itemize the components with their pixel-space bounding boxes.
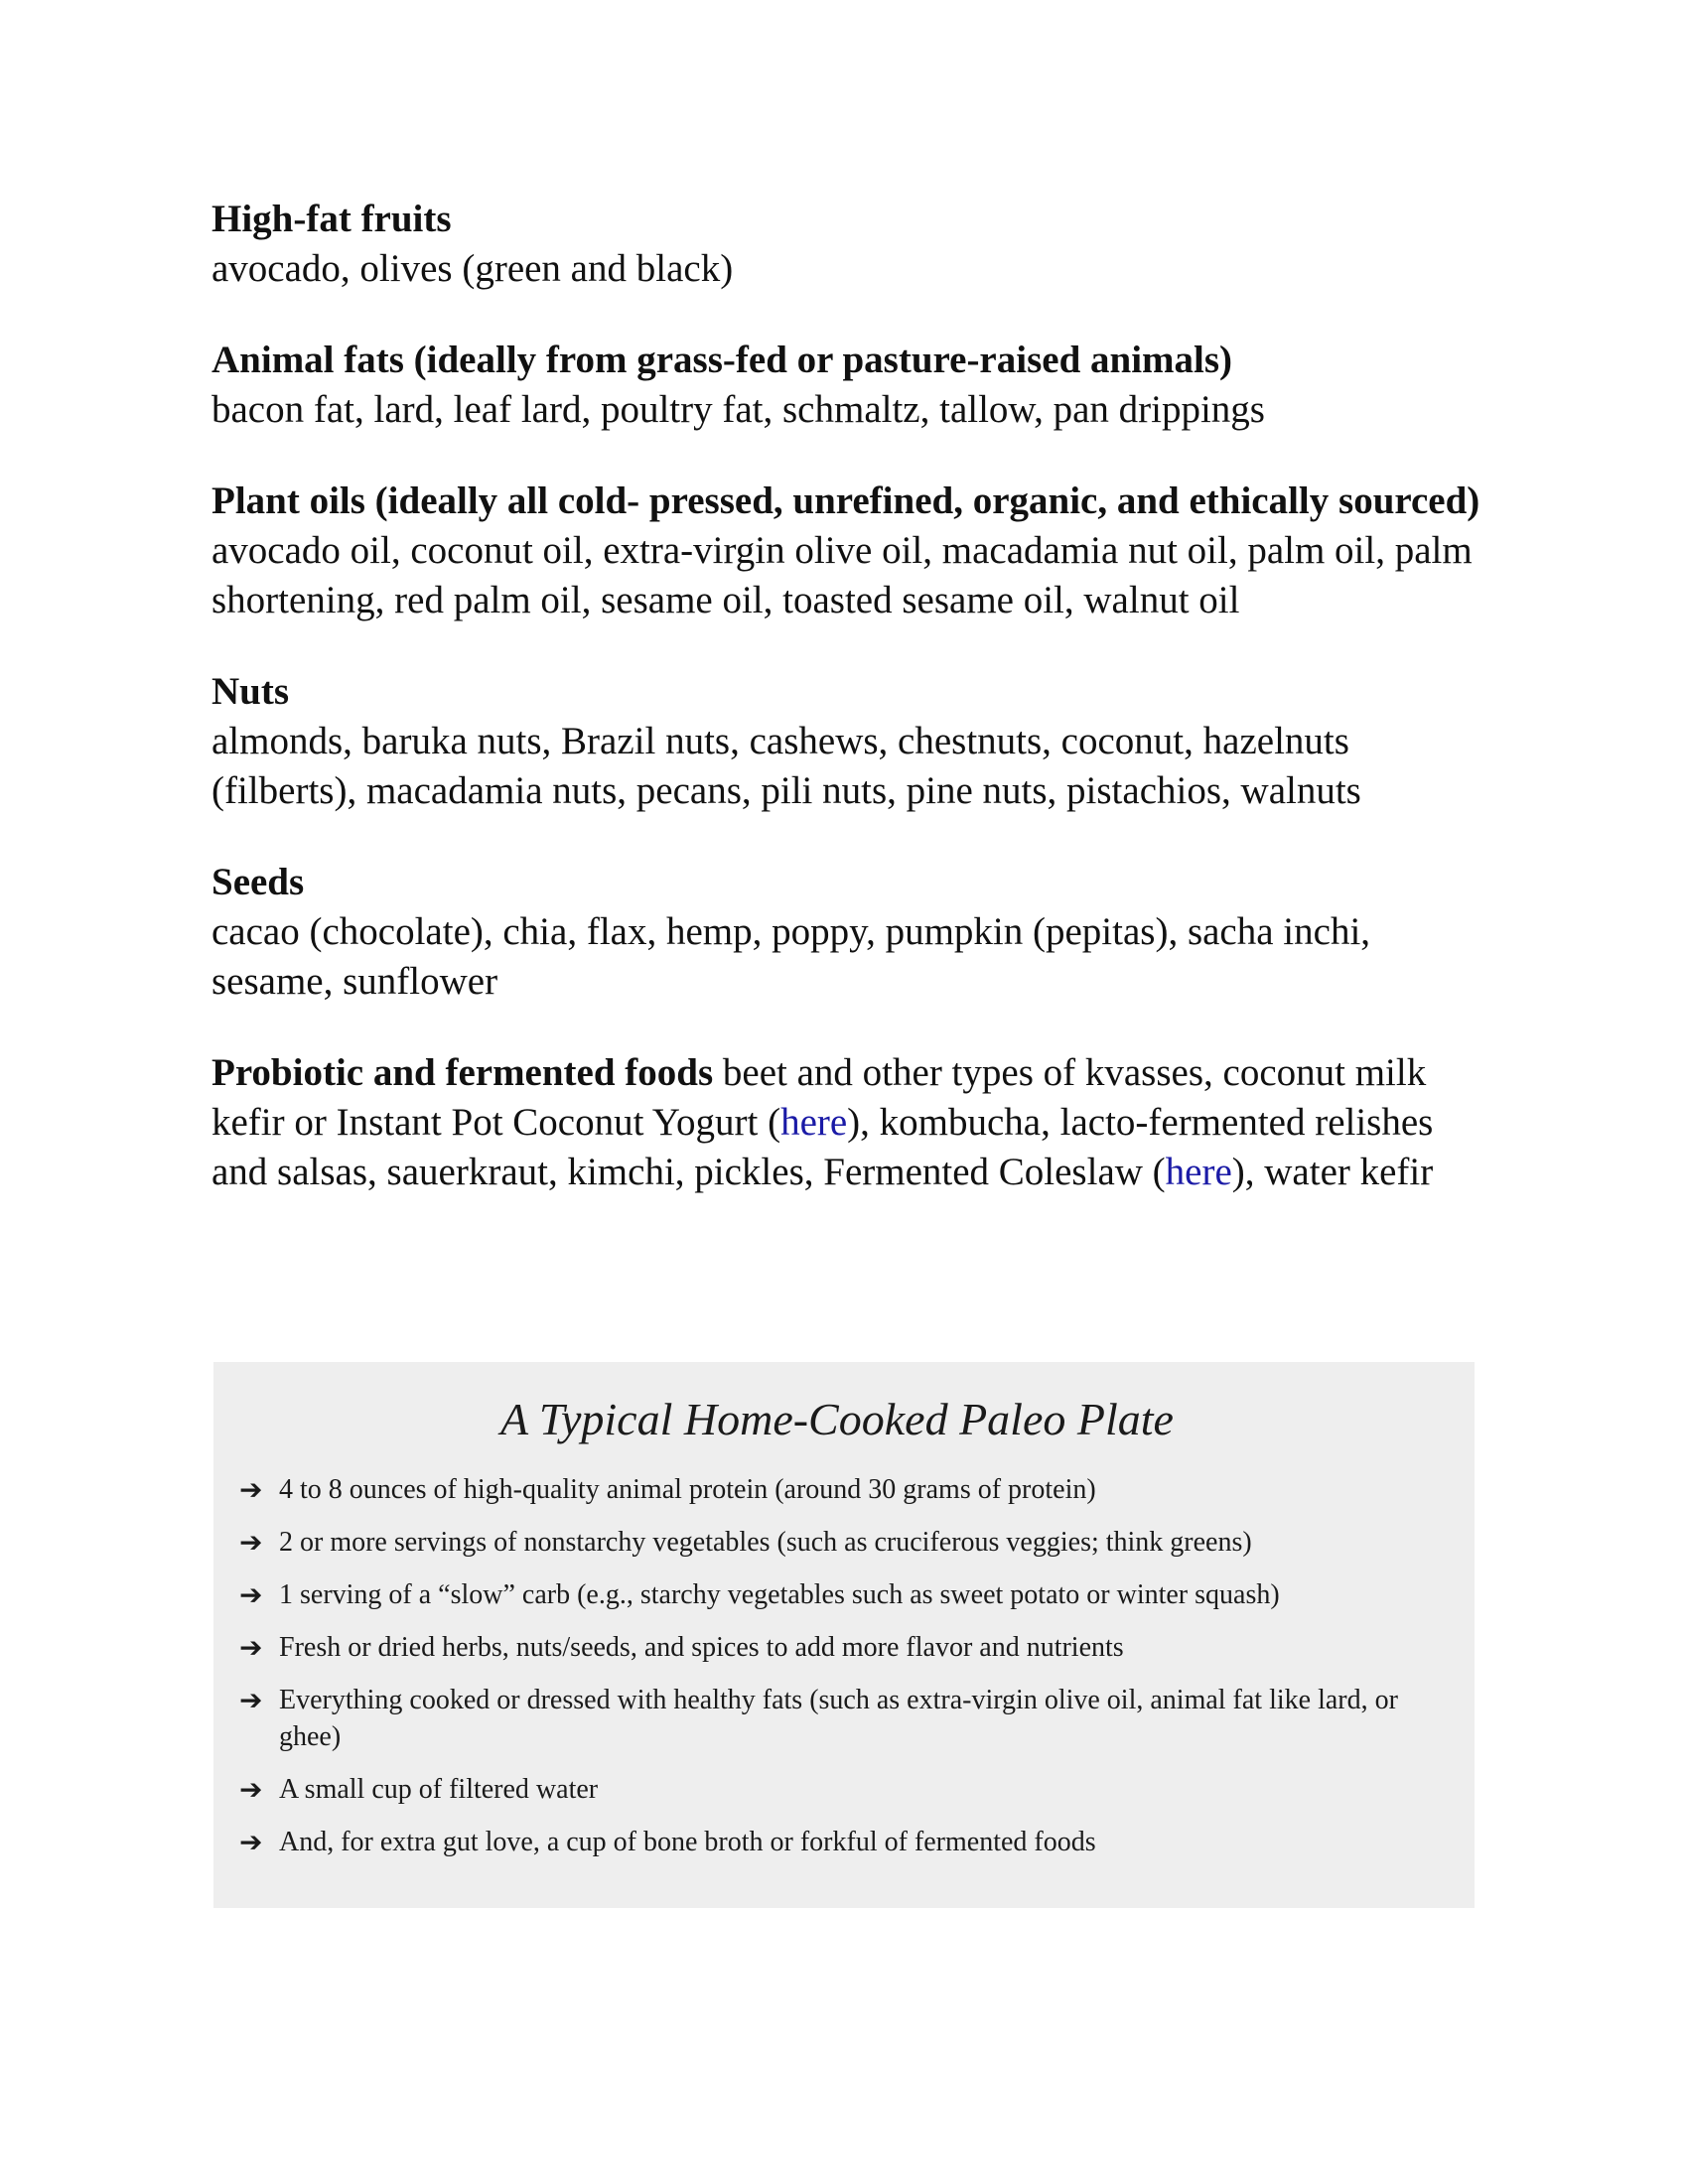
arrow-right-icon: ➔	[239, 1773, 263, 1806]
fermented-coleslaw-link[interactable]: here	[1165, 1151, 1232, 1193]
section-items: cacao (chocolate), chia, flax, hemp, poppy, pumpkin (pepitas), sacha inchi, sesame, sunflower	[211, 910, 1371, 1003]
list-item	[239, 1471, 1435, 1508]
coconut-yogurt-link[interactable]: here	[780, 1101, 848, 1144]
arrow-right-icon: ➔	[239, 1826, 263, 1858]
section-items: bacon fat, lard, leaf lard, poultry fat, schmaltz, tallow, pan drippings	[211, 388, 1265, 431]
list-item	[239, 1682, 1435, 1755]
probiotic-text-3: ), water kefir	[1231, 1151, 1434, 1193]
section-items: avocado oil, coconut oil, extra-virgin olive oil, macadamia nut oil, palm oil, palm shortening, red palm oil, sesame oil, toasted sesame oil, walnut oil	[211, 529, 1473, 621]
section-probiotic-fermented	[211, 1048, 1482, 1197]
list-item-text: And, for extra gut love, a cup of bone broth or forkful of fermented foods	[279, 1827, 1096, 1857]
section-high-fat-fruits	[211, 195, 1482, 294]
list-item	[239, 1629, 1435, 1666]
arrow-right-icon: ➔	[239, 1578, 263, 1611]
list-item	[239, 1771, 1435, 1808]
section-heading: Probiotic and fermented foods	[211, 1051, 714, 1094]
list-item-text: A small cup of filtered water	[279, 1774, 599, 1805]
arrow-right-icon: ➔	[239, 1473, 263, 1506]
probiotic-text-2: ), kombucha, lacto-fermented relishes and salsas, sauerkraut, kimchi, pickles, Fermented Coleslaw (	[211, 1101, 1434, 1193]
section-heading: Nuts	[211, 670, 290, 713]
section-nuts	[211, 667, 1482, 816]
arrow-right-icon: ➔	[239, 1631, 263, 1664]
section-plant-oils	[211, 477, 1482, 625]
list-item-text: 4 to 8 ounces of high-quality animal protein (around 30 grams of protein)	[279, 1474, 1096, 1505]
section-heading: Seeds	[211, 861, 305, 903]
list-item-text: 1 serving of a “slow” carb (e.g., starchy vegetables such as sweet potato or winter squash)	[279, 1579, 1280, 1610]
probiotic-text-1: beet and other types of kvasses, coconut milk kefir or Instant Pot Coconut Yogurt (	[211, 1051, 1427, 1144]
list-item-text: 2 or more servings of nonstarchy vegetables (such as cruciferous veggies; think greens)	[279, 1527, 1252, 1558]
section-heading: High-fat fruits	[211, 198, 452, 240]
list-item	[239, 1824, 1435, 1860]
section-items: almonds, baruka nuts, Brazil nuts, cashews, chestnuts, coconut, hazelnuts (filberts), macadamia nuts, pecans, pili nuts, pine nuts, pistachios, walnuts	[211, 720, 1361, 812]
section-heading: Animal fats (ideally from grass-fed or pasture-raised animals)	[211, 339, 1233, 381]
document-body	[211, 195, 1482, 1239]
plate-list	[239, 1471, 1435, 1860]
section-items: avocado, olives (green and black)	[211, 247, 734, 290]
paleo-plate-sidebar	[213, 1362, 1475, 1908]
list-item	[239, 1524, 1435, 1561]
list-item-text: Everything cooked or dressed with healthy fats (such as extra-virgin olive oil, animal fat like lard, or ghee)	[279, 1685, 1398, 1752]
section-seeds	[211, 858, 1482, 1007]
arrow-right-icon: ➔	[239, 1684, 263, 1716]
arrow-right-icon: ➔	[239, 1526, 263, 1559]
section-heading: Plant oils (ideally all cold- pressed, unrefined, organic, and ethically sourced)	[211, 479, 1480, 522]
list-item-text: Fresh or dried herbs, nuts/seeds, and spices to add more flavor and nutrients	[279, 1632, 1124, 1663]
list-item	[239, 1576, 1435, 1613]
section-animal-fats	[211, 336, 1482, 435]
sidebar-title: A Typical Home-Cooked Paleo Plate	[500, 1394, 1174, 1444]
